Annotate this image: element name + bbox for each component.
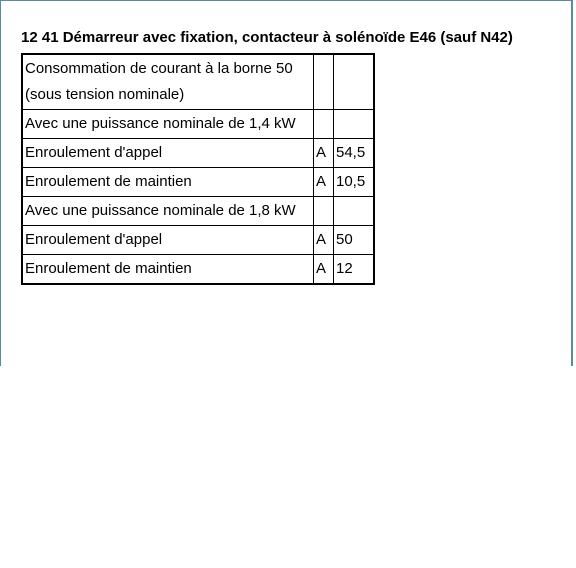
table-row xyxy=(22,168,374,197)
row-unit: A xyxy=(314,226,334,255)
row-value: 10,5 xyxy=(334,168,375,197)
table-row xyxy=(22,54,374,110)
table-row xyxy=(22,139,374,168)
table-row xyxy=(22,255,374,285)
row-value xyxy=(334,197,375,226)
row-unit: A xyxy=(314,168,334,197)
row-unit xyxy=(314,110,334,139)
row-unit: A xyxy=(314,139,334,168)
row-value: 12 xyxy=(334,255,375,285)
row-label: Enroulement d'appel xyxy=(22,139,314,168)
page-title: 12 41 Démarreur avec fixation, contacteur à solénoïde E46 (sauf N42) xyxy=(21,29,513,46)
row-unit: A xyxy=(314,255,334,285)
row-value xyxy=(334,54,375,110)
row-label: Avec une puissance nominale de 1,8 kW xyxy=(22,197,314,226)
table-row xyxy=(22,197,374,226)
table-row xyxy=(22,226,374,255)
row-label: Avec une puissance nominale de 1,4 kW xyxy=(22,110,314,139)
row-unit xyxy=(314,54,334,110)
row-value xyxy=(334,110,375,139)
row-value: 50 xyxy=(334,226,375,255)
specification-table xyxy=(21,53,375,285)
row-label: Enroulement d'appel xyxy=(22,226,314,255)
row-value: 54,5 xyxy=(334,139,375,168)
row-label: Consommation de courant à la borne 50 (sous tension nominale) xyxy=(22,54,314,110)
row-unit xyxy=(314,197,334,226)
row-label: Enroulement de maintien xyxy=(22,168,314,197)
row-label: Enroulement de maintien xyxy=(22,255,314,285)
table-row xyxy=(22,110,374,139)
